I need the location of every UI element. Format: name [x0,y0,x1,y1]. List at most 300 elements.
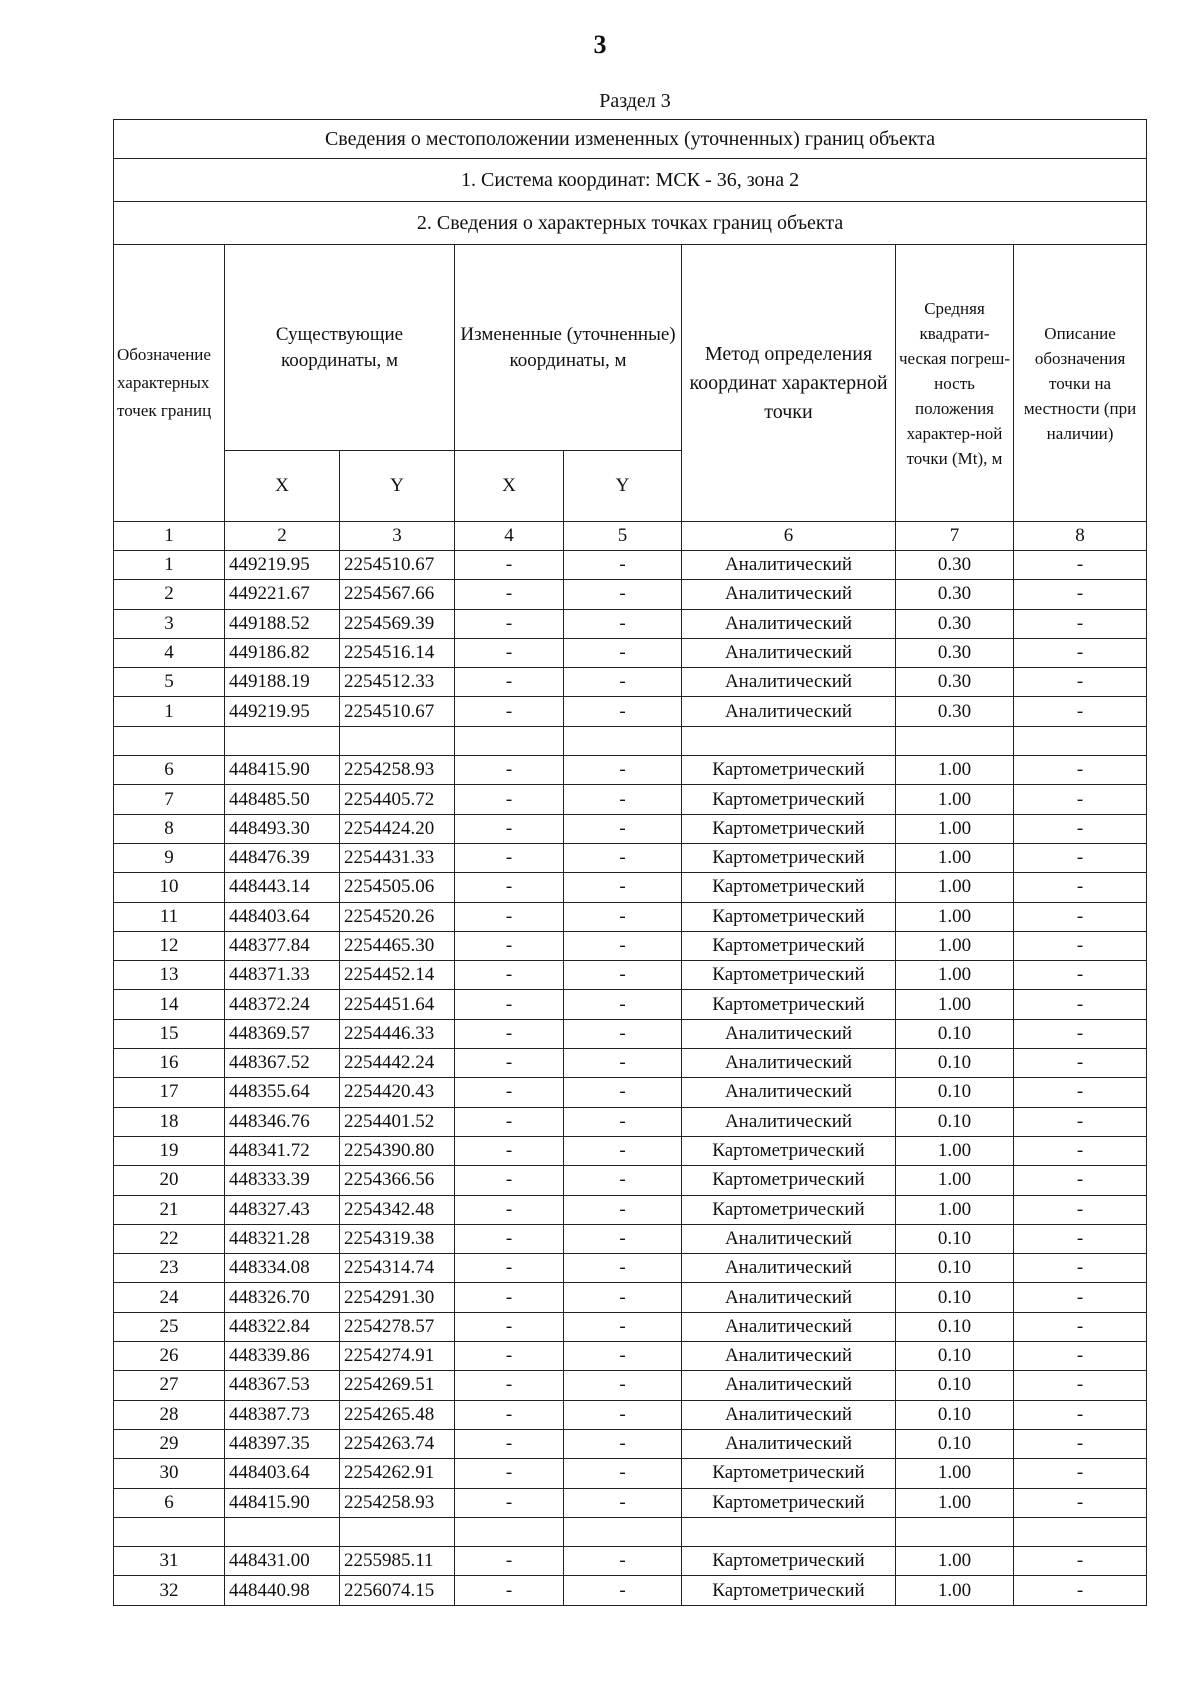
existing-y-cell: 2254452.14 [340,961,455,990]
method-cell: Картометрический [682,990,896,1019]
description-cell: - [1014,1342,1147,1371]
method-cell: Аналитический [682,580,896,609]
header-description: Описание обозначения точки на местности (при наличии) [1014,245,1147,522]
existing-y-cell: 2254567.66 [340,580,455,609]
existing-y-cell: 2254342.48 [340,1195,455,1224]
changed-x-cell: - [455,1371,564,1400]
rms-error-cell: 1.00 [896,1195,1014,1224]
point-number-cell: 30 [114,1459,225,1488]
table-row [114,609,1147,638]
point-number-cell: 11 [114,902,225,931]
points-heading: 2. Сведения о характерных точках границ объекта [114,202,1147,245]
column-number: 2 [225,522,340,551]
table-row [114,1019,1147,1048]
changed-y-cell: - [564,1019,682,1048]
description-cell: - [1014,551,1147,580]
rms-error-cell: 0.30 [896,697,1014,726]
rms-error-cell: 0.10 [896,1019,1014,1048]
changed-x-cell: - [455,551,564,580]
description-cell: - [1014,1107,1147,1136]
rms-error-cell: 1.00 [896,1136,1014,1165]
point-number-cell: 6 [114,1488,225,1517]
existing-y-cell: 2254505.06 [340,873,455,902]
empty-cell [564,1517,682,1546]
table-row [114,756,1147,785]
table-row [114,1371,1147,1400]
existing-x-cell: 448485.50 [225,785,340,814]
description-cell: - [1014,785,1147,814]
method-cell: Аналитический [682,1400,896,1429]
description-cell: - [1014,931,1147,960]
existing-y-cell: 2254258.93 [340,756,455,785]
existing-y-cell: 2254510.67 [340,697,455,726]
description-cell: - [1014,990,1147,1019]
table-row [114,1049,1147,1078]
point-number-cell: 10 [114,873,225,902]
method-cell: Аналитический [682,1283,896,1312]
method-cell: Аналитический [682,638,896,667]
existing-x-cell: 448367.53 [225,1371,340,1400]
rms-error-cell: 1.00 [896,1576,1014,1605]
point-number-cell: 5 [114,668,225,697]
changed-y-cell: - [564,1459,682,1488]
point-number-cell: 2 [114,580,225,609]
changed-y-cell: - [564,1429,682,1458]
header-designation: Обозначение характерных точек границ [114,245,225,522]
changed-y-cell: - [564,1342,682,1371]
existing-y-cell: 2254262.91 [340,1459,455,1488]
existing-x-cell: 448397.35 [225,1429,340,1458]
existing-y-cell: 2254405.72 [340,785,455,814]
existing-y-cell: 2256074.15 [340,1576,455,1605]
existing-y-cell: 2254258.93 [340,1488,455,1517]
column-number: 5 [564,522,682,551]
method-cell: Картометрический [682,1166,896,1195]
rms-error-cell: 0.10 [896,1312,1014,1341]
rms-error-cell: 1.00 [896,1459,1014,1488]
description-cell: - [1014,1166,1147,1195]
method-cell: Картометрический [682,785,896,814]
changed-x-cell: - [455,1488,564,1517]
rms-error-cell: 0.30 [896,668,1014,697]
column-number: 6 [682,522,896,551]
empty-cell [114,726,225,755]
changed-y-cell: - [564,1400,682,1429]
existing-x-cell: 448371.33 [225,961,340,990]
table-row [114,1400,1147,1429]
point-number-cell: 1 [114,697,225,726]
changed-y-cell: - [564,843,682,872]
existing-y-cell: 2254510.67 [340,551,455,580]
description-cell: - [1014,1371,1147,1400]
changed-y-cell: - [564,1488,682,1517]
rms-error-cell: 0.10 [896,1049,1014,1078]
changed-x-cell: - [455,902,564,931]
column-number: 4 [455,522,564,551]
rms-error-cell: 1.00 [896,1166,1014,1195]
rms-error-cell: 1.00 [896,873,1014,902]
method-cell: Картометрический [682,843,896,872]
method-cell: Аналитический [682,1019,896,1048]
existing-y-cell: 2254512.33 [340,668,455,697]
existing-x-cell: 448322.84 [225,1312,340,1341]
method-cell: Картометрический [682,814,896,843]
table-row [114,1078,1147,1107]
method-cell: Картометрический [682,756,896,785]
method-cell: Аналитический [682,1224,896,1253]
point-number-cell: 29 [114,1429,225,1458]
header-existing-x: X [225,451,340,522]
method-cell: Аналитический [682,1049,896,1078]
changed-x-cell: - [455,1342,564,1371]
changed-x-cell: - [455,638,564,667]
changed-y-cell: - [564,1166,682,1195]
method-cell: Аналитический [682,1429,896,1458]
changed-y-cell: - [564,1107,682,1136]
empty-cell [1014,1517,1147,1546]
point-number-cell: 20 [114,1166,225,1195]
method-cell: Картометрический [682,873,896,902]
existing-x-cell: 448387.73 [225,1400,340,1429]
table-row [114,961,1147,990]
changed-y-cell: - [564,1049,682,1078]
existing-y-cell: 2254319.38 [340,1224,455,1253]
changed-y-cell: - [564,638,682,667]
rms-error-cell: 0.10 [896,1283,1014,1312]
table-row [114,1107,1147,1136]
table-row [114,580,1147,609]
rms-error-cell: 1.00 [896,756,1014,785]
point-number-cell: 25 [114,1312,225,1341]
description-cell: - [1014,1254,1147,1283]
empty-cell [896,1517,1014,1546]
rms-error-cell: 0.10 [896,1078,1014,1107]
description-cell: - [1014,843,1147,872]
changed-x-cell: - [455,1400,564,1429]
existing-x-cell: 448339.86 [225,1342,340,1371]
point-number-cell: 15 [114,1019,225,1048]
description-cell: - [1014,1195,1147,1224]
point-number-cell: 6 [114,756,225,785]
description-cell: - [1014,1576,1147,1605]
existing-x-cell: 448493.30 [225,814,340,843]
existing-y-cell: 2254274.91 [340,1342,455,1371]
empty-cell [225,1517,340,1546]
description-cell: - [1014,756,1147,785]
changed-x-cell: - [455,931,564,960]
changed-y-cell: - [564,1547,682,1576]
changed-x-cell: - [455,1078,564,1107]
existing-y-cell: 2254446.33 [340,1019,455,1048]
method-cell: Картометрический [682,1136,896,1165]
existing-x-cell: 449186.82 [225,638,340,667]
existing-x-cell: 449219.95 [225,697,340,726]
existing-x-cell: 448341.72 [225,1136,340,1165]
existing-y-cell: 2254516.14 [340,638,455,667]
table-row [114,1547,1147,1576]
table-row [114,902,1147,931]
empty-cell [1014,726,1147,755]
existing-y-cell: 2254366.56 [340,1166,455,1195]
changed-y-cell: - [564,1195,682,1224]
table-row [114,697,1147,726]
method-cell: Аналитический [682,1254,896,1283]
empty-cell [455,1517,564,1546]
description-cell: - [1014,609,1147,638]
existing-x-cell: 448372.24 [225,990,340,1019]
description-cell: - [1014,1049,1147,1078]
existing-x-cell: 448367.52 [225,1049,340,1078]
existing-x-cell: 448403.64 [225,1459,340,1488]
changed-x-cell: - [455,1049,564,1078]
existing-y-cell: 2254269.51 [340,1371,455,1400]
method-cell: Аналитический [682,1078,896,1107]
existing-y-cell: 2254465.30 [340,931,455,960]
rms-error-cell: 1.00 [896,961,1014,990]
method-cell: Картометрический [682,1488,896,1517]
header-existing-y: Y [340,451,455,522]
existing-x-cell: 448327.43 [225,1195,340,1224]
rms-error-cell: 0.10 [896,1107,1014,1136]
rms-error-cell: 1.00 [896,814,1014,843]
point-number-cell: 31 [114,1547,225,1576]
empty-cell [340,726,455,755]
changed-y-cell: - [564,990,682,1019]
point-number-cell: 17 [114,1078,225,1107]
existing-x-cell: 448431.00 [225,1547,340,1576]
table-row [114,873,1147,902]
changed-x-cell: - [455,990,564,1019]
empty-cell [682,726,896,755]
empty-cell [564,726,682,755]
empty-cell [455,726,564,755]
table-row [114,1283,1147,1312]
rms-error-cell: 1.00 [896,1488,1014,1517]
empty-cell [340,1517,455,1546]
description-cell: - [1014,961,1147,990]
point-number-cell: 14 [114,990,225,1019]
point-number-cell: 26 [114,1342,225,1371]
changed-y-cell: - [564,580,682,609]
existing-x-cell: 448415.90 [225,1488,340,1517]
method-cell: Аналитический [682,551,896,580]
method-cell: Аналитический [682,1107,896,1136]
table-row [114,1488,1147,1517]
existing-y-cell: 2254569.39 [340,609,455,638]
changed-x-cell: - [455,785,564,814]
point-number-cell: 19 [114,1136,225,1165]
table-row [114,1136,1147,1165]
changed-x-cell: - [455,1107,564,1136]
header-method: Метод определения координат характерной точки [682,245,896,522]
existing-x-cell: 449188.52 [225,609,340,638]
changed-y-cell: - [564,1576,682,1605]
changed-y-cell: - [564,1283,682,1312]
description-cell: - [1014,1224,1147,1253]
rms-error-cell: 1.00 [896,931,1014,960]
table-row [114,1166,1147,1195]
changed-y-cell: - [564,902,682,931]
existing-y-cell: 2254520.26 [340,902,455,931]
header-changed-y: Y [564,451,682,522]
table-row-separator [114,1517,1147,1546]
description-cell: - [1014,1312,1147,1341]
point-number-cell: 22 [114,1224,225,1253]
existing-y-cell: 2254390.80 [340,1136,455,1165]
description-cell: - [1014,697,1147,726]
method-cell: Аналитический [682,697,896,726]
table-row [114,785,1147,814]
page-number: 3 [593,30,607,59]
table-row [114,1429,1147,1458]
rms-error-cell: 0.10 [896,1224,1014,1253]
method-cell: Аналитический [682,609,896,638]
method-cell: Картометрический [682,961,896,990]
header-rms-error: Средняя квадрати-ческая погреш-ность положения характер-ной точки (Mt), м [896,245,1014,522]
existing-x-cell: 448333.39 [225,1166,340,1195]
table-row [114,1254,1147,1283]
column-number: 8 [1014,522,1147,551]
existing-y-cell: 2254451.64 [340,990,455,1019]
existing-x-cell: 448443.14 [225,873,340,902]
description-cell: - [1014,1283,1147,1312]
table-title: Сведения о местоположении измененных (уточненных) границ объекта [114,120,1147,159]
existing-y-cell: 2254401.52 [340,1107,455,1136]
existing-y-cell: 2254314.74 [340,1254,455,1283]
changed-y-cell: - [564,609,682,638]
changed-x-cell: - [455,1312,564,1341]
description-cell: - [1014,902,1147,931]
description-cell: - [1014,638,1147,667]
description-cell: - [1014,580,1147,609]
rms-error-cell: 1.00 [896,990,1014,1019]
changed-x-cell: - [455,1136,564,1165]
table-row [114,1459,1147,1488]
point-number-cell: 12 [114,931,225,960]
rms-error-cell: 0.10 [896,1254,1014,1283]
point-number-cell: 13 [114,961,225,990]
coordinate-system: 1. Система координат: МСК - 36, зона 2 [114,159,1147,202]
changed-x-cell: - [455,1195,564,1224]
description-cell: - [1014,1429,1147,1458]
empty-cell [896,726,1014,755]
table-row [114,668,1147,697]
changed-y-cell: - [564,1136,682,1165]
rms-error-cell: 1.00 [896,902,1014,931]
existing-x-cell: 448326.70 [225,1283,340,1312]
existing-y-cell: 2254278.57 [340,1312,455,1341]
rms-error-cell: 0.10 [896,1429,1014,1458]
method-cell: Картометрический [682,902,896,931]
description-cell: - [1014,668,1147,697]
point-number-cell: 24 [114,1283,225,1312]
existing-y-cell: 2254263.74 [340,1429,455,1458]
column-number: 3 [340,522,455,551]
description-cell: - [1014,873,1147,902]
existing-y-cell: 2255985.11 [340,1547,455,1576]
existing-x-cell: 449221.67 [225,580,340,609]
changed-x-cell: - [455,609,564,638]
point-number-cell: 7 [114,785,225,814]
existing-y-cell: 2254265.48 [340,1400,455,1429]
empty-cell [225,726,340,755]
method-cell: Картометрический [682,1195,896,1224]
method-cell: Аналитический [682,668,896,697]
table-row-separator [114,726,1147,755]
changed-y-cell: - [564,1312,682,1341]
changed-x-cell: - [455,580,564,609]
changed-x-cell: - [455,1283,564,1312]
header-changed-coordinates: Измененные (уточненные) координаты, м [455,245,682,451]
changed-y-cell: - [564,668,682,697]
table-row [114,1576,1147,1605]
column-number: 7 [896,522,1014,551]
description-cell: - [1014,814,1147,843]
existing-x-cell: 448369.57 [225,1019,340,1048]
table-row [114,1342,1147,1371]
changed-y-cell: - [564,931,682,960]
changed-x-cell: - [455,1459,564,1488]
changed-x-cell: - [455,1019,564,1048]
description-cell: - [1014,1459,1147,1488]
header-existing-coordinates: Существующие координаты, м [225,245,455,451]
existing-x-cell: 448377.84 [225,931,340,960]
rms-error-cell: 0.30 [896,609,1014,638]
existing-x-cell: 449219.95 [225,551,340,580]
changed-y-cell: - [564,1254,682,1283]
existing-x-cell: 448415.90 [225,756,340,785]
table-row [114,843,1147,872]
description-cell: - [1014,1136,1147,1165]
rms-error-cell: 0.10 [896,1371,1014,1400]
existing-x-cell: 448355.64 [225,1078,340,1107]
table-row [114,1312,1147,1341]
description-cell: - [1014,1547,1147,1576]
existing-x-cell: 448476.39 [225,843,340,872]
existing-y-cell: 2254431.33 [340,843,455,872]
changed-x-cell: - [455,1429,564,1458]
table-row [114,931,1147,960]
existing-x-cell: 448334.08 [225,1254,340,1283]
changed-y-cell: - [564,551,682,580]
existing-y-cell: 2254291.30 [340,1283,455,1312]
changed-x-cell: - [455,843,564,872]
existing-x-cell: 449188.19 [225,668,340,697]
changed-x-cell: - [455,668,564,697]
changed-x-cell: - [455,756,564,785]
description-cell: - [1014,1019,1147,1048]
table-row [114,990,1147,1019]
rms-error-cell: 0.30 [896,580,1014,609]
changed-y-cell: - [564,873,682,902]
method-cell: Аналитический [682,1342,896,1371]
rms-error-cell: 0.10 [896,1342,1014,1371]
changed-y-cell: - [564,1371,682,1400]
changed-y-cell: - [564,785,682,814]
changed-y-cell: - [564,756,682,785]
rms-error-cell: 0.30 [896,638,1014,667]
column-number: 1 [114,522,225,551]
existing-y-cell: 2254420.43 [340,1078,455,1107]
rms-error-cell: 1.00 [896,1547,1014,1576]
point-number-cell: 21 [114,1195,225,1224]
changed-y-cell: - [564,961,682,990]
changed-y-cell: - [564,1078,682,1107]
coordinates-table [113,119,1147,1606]
point-number-cell: 3 [114,609,225,638]
point-number-cell: 16 [114,1049,225,1078]
description-cell: - [1014,1400,1147,1429]
